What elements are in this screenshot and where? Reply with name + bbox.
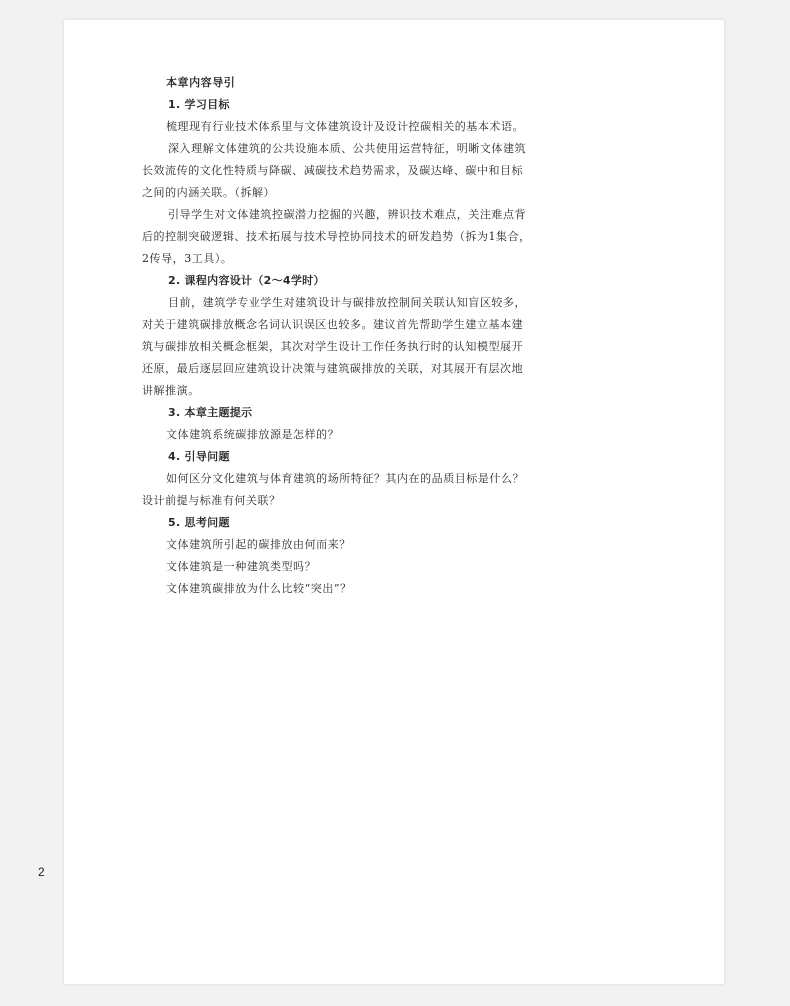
paragraph-line: 目前，建筑学专业学生对建筑设计与碳排放控制间关联认知盲区较多，: [168, 296, 527, 309]
paragraph-line: 文体建筑系统碳排放源是怎样的？: [166, 428, 340, 441]
paragraph-line: 2传导，3工具）。: [142, 252, 233, 265]
paragraph-line: 引导学生对文体建筑控碳潜力挖掘的兴趣，辨识技术难点，关注难点背: [168, 208, 527, 221]
paragraph-line: 深入理解文体建筑的公共设施本质、公共使用运营特征，明晰文体建筑: [168, 142, 527, 155]
section-heading-learning-goals: 1. 学习目标: [168, 98, 230, 111]
chapter-guide-title: 本章内容导引: [166, 76, 236, 89]
paragraph-line: 还原，最后逐层回应建筑设计决策与建筑碳排放的关联，对其展开有层次地: [142, 362, 524, 375]
paragraph-line: 文体建筑碳排放为什么比较“突出”？: [166, 582, 352, 595]
section-heading-reflection-questions: 5. 思考问题: [168, 516, 230, 529]
paragraph-line: 如何区分文化建筑与体育建筑的场所特征？其内在的品质目标是什么？: [166, 472, 525, 485]
paragraph-line: 文体建筑是一种建筑类型吗？: [166, 560, 317, 573]
paragraph-line: 之间的内涵关联。（拆解）: [142, 186, 276, 199]
page-number: 2: [38, 865, 45, 879]
paragraph-line: 文体建筑所引起的碳排放由何而来？: [166, 538, 351, 551]
section-heading-course-design: 2. 课程内容设计（2～4学时）: [168, 274, 325, 287]
paragraph-line: 筑与碳排放相关概念框架，其次对学生设计工作任务执行时的认知模型展开: [142, 340, 524, 353]
paragraph-line: 长效流传的文化性特质与降碳、减碳技术趋势需求，及碳达峰、碳中和目标: [142, 164, 524, 177]
paragraph-line: 梳理现有行业技术体系里与文体建筑设计及设计控碳相关的基本术语。: [166, 120, 525, 133]
chapter-guide-content: [142, 72, 558, 600]
paragraph-line: 设计前提与标准有何关联？: [142, 494, 281, 507]
paragraph-line: 后的控制突破逻辑、技术拓展与技术导控协同技术的研发趋势（拆为1集合，: [142, 230, 531, 243]
paragraph-line: 讲解推演。: [142, 384, 200, 397]
paragraph-line: 对关于建筑碳排放概念名词认识误区也较多。建议首先帮助学生建立基本建: [142, 318, 524, 331]
section-heading-guiding-questions: 4. 引导问题: [168, 450, 230, 463]
section-heading-theme-hint: 3. 本章主题提示: [168, 406, 253, 419]
